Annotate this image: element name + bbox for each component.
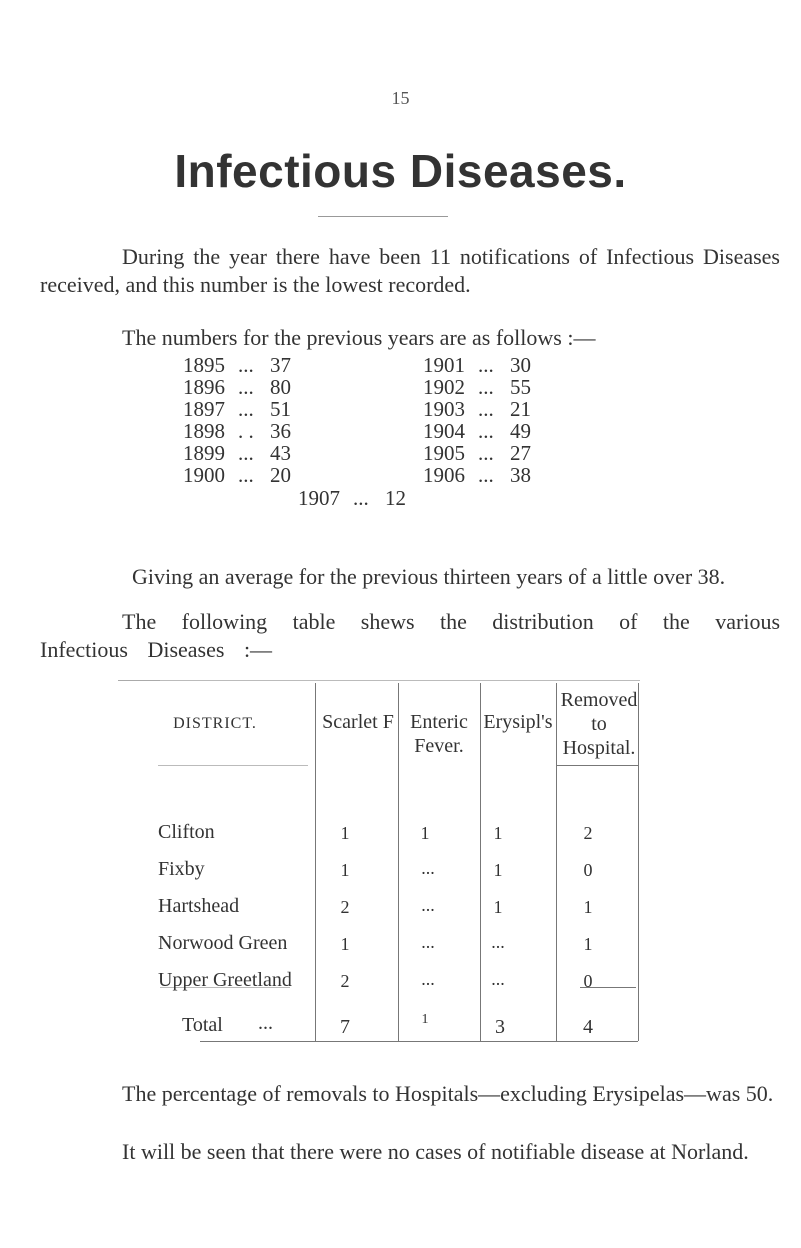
year-dots: ... [353, 486, 369, 510]
year-dots: ... [478, 397, 494, 421]
title-divider [318, 216, 448, 217]
year-count: 55 [510, 375, 531, 399]
header-removed-3: Hospital. [562, 737, 636, 759]
erysipelas-cell: ... [491, 969, 505, 989]
year-count: 80 [270, 375, 291, 399]
year-count: 49 [510, 419, 531, 443]
year-dots: ... [478, 463, 494, 487]
year-label: 1903 [423, 397, 465, 421]
enteric-cell: ... [421, 932, 435, 952]
table-intro: The following table shews the distribution of the various Infectious Diseases :— [40, 609, 780, 662]
year-label: 1902 [423, 375, 465, 399]
district-cell: Norwood Green [158, 932, 288, 954]
total-enteric: 1 [421, 1012, 429, 1027]
removed-cell: 2 [583, 823, 593, 843]
removals-note: The percentage of removals to Hospitals—excluding Erysipelas—was 50. [122, 1081, 774, 1106]
year-dots: ... [478, 375, 494, 399]
year-label: 1896 [183, 375, 225, 399]
year-dots: ... [238, 375, 254, 399]
enteric-cell: ... [421, 895, 435, 915]
column-divider [315, 683, 316, 1041]
enteric-cell: ... [421, 858, 435, 878]
erysipelas-cell: ... [491, 932, 505, 952]
header-rule [158, 765, 308, 766]
year-count: 12 [385, 486, 406, 510]
enteric-cell: 1 [420, 823, 430, 843]
scarlet-cell: 1 [340, 934, 350, 954]
year-label: 1897 [183, 397, 225, 421]
erysipelas-cell: 1 [493, 860, 503, 880]
year-label: 1907 [298, 486, 340, 510]
scarlet-cell: 1 [340, 860, 350, 880]
year-dots: ... [238, 463, 254, 487]
header-rule [556, 765, 638, 766]
year-count: 27 [510, 441, 531, 465]
scarlet-cell: 1 [340, 823, 350, 843]
removed-cell: 0 [583, 860, 593, 880]
year-dots: ... [238, 441, 254, 465]
year-label: 1899 [183, 441, 225, 465]
closing-note: It will be seen that there were no cases of notifiable disease at Norland. [122, 1139, 749, 1164]
header-district: DISTRICT. [173, 715, 257, 732]
year-dots: ... [478, 353, 494, 377]
header-erysipelas: Erysipl's [483, 711, 553, 733]
year-dots: ... [238, 353, 254, 377]
total-scarlet: 7 [340, 1016, 350, 1038]
erysipelas-cell: 1 [493, 823, 503, 843]
header-enteric: Enteric [410, 711, 468, 733]
previous-years-intro: The numbers for the previous years are as follows :— [122, 325, 596, 350]
header-scarlet: Scarlet F [322, 711, 394, 733]
intro-paragraph: During the year there have been 11 notifications of Infectious Diseases received, and this number is the lowest recorded. [40, 244, 780, 297]
year-dots: ... [478, 441, 494, 465]
year-dots: ... [478, 419, 494, 443]
scarlet-cell: 2 [340, 971, 350, 991]
total-removed: 4 [583, 1016, 593, 1038]
removed-cell: 0 [583, 971, 593, 991]
year-count: 20 [270, 463, 291, 487]
district-cell: Hartshead [158, 895, 240, 917]
year-count: 51 [270, 397, 291, 421]
page-title: Infectious Diseases. [174, 145, 627, 197]
year-dots: ... [238, 397, 254, 421]
year-label: 1900 [183, 463, 225, 487]
table-bottom-rule [200, 1041, 638, 1042]
year-count: 37 [270, 353, 291, 377]
year-label: 1901 [423, 353, 465, 377]
year-count: 21 [510, 397, 531, 421]
district-cell: Clifton [158, 821, 215, 843]
year-label: 1904 [423, 419, 465, 443]
total-erysipelas: 3 [495, 1016, 505, 1038]
erysipelas-cell: 1 [493, 897, 503, 917]
removed-cell: 1 [583, 897, 593, 917]
year-dots: . . [238, 419, 254, 443]
scarlet-cell: 2 [340, 897, 350, 917]
year-label: 1906 [423, 463, 465, 487]
district-cell: Upper Greetland [158, 969, 292, 991]
year-count: 43 [270, 441, 291, 465]
total-label: Total [182, 1014, 223, 1036]
page-number: 15 [391, 88, 410, 108]
year-label: 1898 [183, 419, 225, 443]
total-dots: ... [258, 1012, 273, 1034]
average-note: Giving an average for the previous thirteen years of a little over 38. [132, 564, 726, 589]
year-label: 1895 [183, 353, 225, 377]
removed-cell: 1 [583, 934, 593, 954]
header-enteric-2: Fever. [414, 735, 464, 757]
year-count: 38 [510, 463, 531, 487]
enteric-cell: ... [421, 969, 435, 989]
header-removed: Removed [560, 689, 638, 711]
year-count: 30 [510, 353, 531, 377]
district-cell: Fixby [158, 858, 205, 880]
year-count: 36 [270, 419, 291, 443]
header-removed-2: to [591, 713, 607, 735]
year-label: 1905 [423, 441, 465, 465]
header-rule [160, 680, 640, 681]
